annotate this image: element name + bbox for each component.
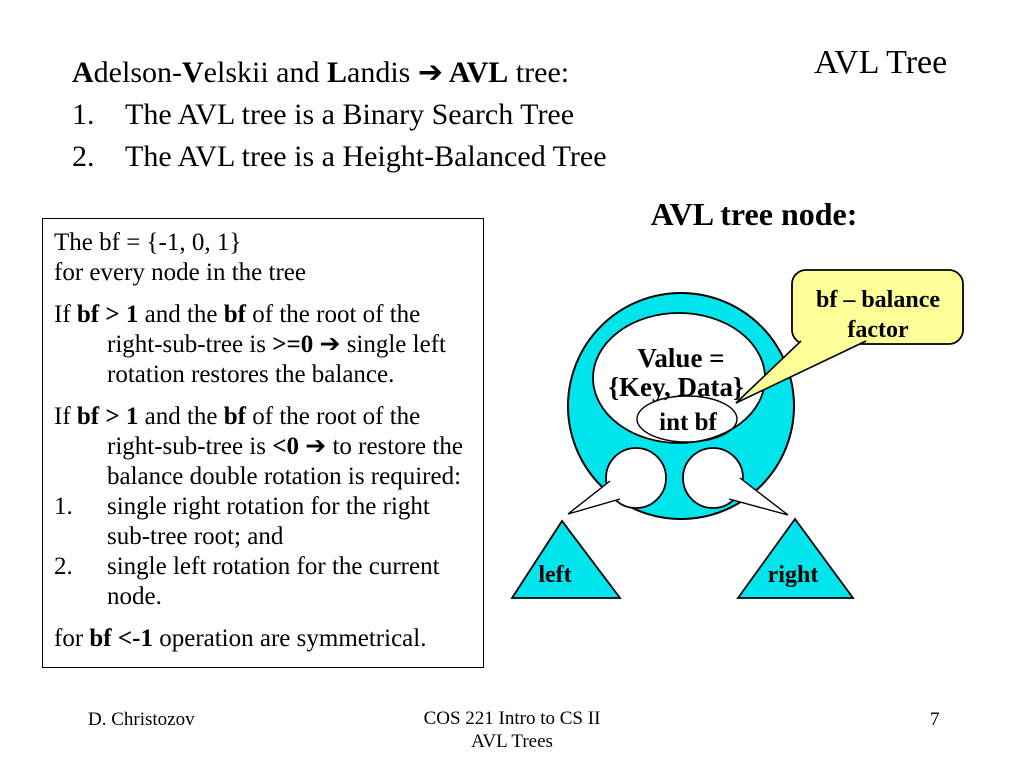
rule-run: single right rotation for the right [107,493,430,520]
list-number: 1. [72,98,95,131]
rule-run: for [54,625,90,652]
rule-run: balance double rotation is required: [107,463,462,490]
header-intro-run: V [182,56,204,89]
rule-run: right-sub-tree is [107,331,273,358]
left-pointer-tail [568,481,620,514]
rule-line [54,492,475,522]
rule-run: node. [107,583,162,610]
header-list-item [72,94,607,136]
header-block [72,52,607,178]
rules-box [42,218,484,668]
callout-text-line2: factor [847,317,909,343]
bf-field-text: int bf [659,409,717,436]
list-number: 2. [54,553,73,580]
header-intro-run: L [326,56,347,89]
footer-page-number: 7 [930,709,940,730]
rule-line [54,402,475,432]
rule-run: of the root of the [246,301,421,328]
rule-run: <0 ➔ [272,433,327,460]
left-subtree-label: left [538,562,572,588]
rule-run: >=0 ➔ [272,331,341,358]
footer-course [0,707,1024,753]
value-text-line1: Value = [637,343,725,373]
rule-run: to restore the [326,433,463,460]
rule-line [54,522,475,552]
rule-line [54,624,475,654]
footer-author: D. Christozov [88,709,195,730]
rule-line [54,258,475,288]
rule-run: single left rotation for the current [107,553,440,580]
rule-run: sub-tree root; and [107,523,284,550]
rule-line [54,360,475,390]
rule-line [54,300,475,330]
rule-run: If [54,301,77,328]
list-text: The AVL tree is a Height-Balanced Tree [125,140,607,173]
rule-line [54,552,475,582]
header-intro-run: tree: [508,56,570,89]
header-intro-run: delson- [93,56,182,89]
rule-run: of the root of the [246,403,421,430]
header-intro-run: A [72,56,94,89]
header-intro-line [72,52,607,94]
rule-run: and the [138,301,224,328]
rule-run: bf > 1 [76,403,139,430]
rule-line [54,228,475,258]
avl-node-diagram [500,240,1000,620]
rule-line [54,432,475,462]
list-number: 1. [54,493,73,520]
rule-run: rotation restores the balance. [107,361,395,388]
header-intro-run: ➔ AVL [417,56,509,89]
rule-line [54,462,475,492]
footer-course-line2: AVL Trees [471,731,553,752]
rule-run: right-sub-tree is [107,433,273,460]
rule-run: single left [340,331,446,358]
list-text: The AVL tree is a Binary Search Tree [125,98,575,131]
rule-run: bf <-1 [89,625,153,652]
rule-run: The bf = {-1, 0, 1} [54,229,242,256]
callout-text-line1: bf – balance [815,287,941,313]
rule-line [54,330,475,360]
header-intro-run: andis [347,56,418,89]
rule-run: and the [138,403,224,430]
list-number: 2. [72,140,95,173]
footer-course-line1: COS 221 Intro to CS II [423,708,601,729]
node-heading: AVL tree node: [650,196,858,232]
rule-run: If [54,403,77,430]
right-subtree-label: right [767,562,819,588]
rule-run: for every node in the tree [54,259,306,286]
rule-run: bf [223,403,247,430]
header-intro-run: elskii and [203,56,327,89]
rule-line [54,582,475,612]
value-text-line2: {Key, Data} [608,372,744,402]
header-list-item [72,136,607,178]
rule-run: bf [223,301,247,328]
rule-run: operation are symmetrical. [152,625,427,652]
rule-run: bf > 1 [76,301,139,328]
slide-title: AVL Tree [814,44,948,81]
